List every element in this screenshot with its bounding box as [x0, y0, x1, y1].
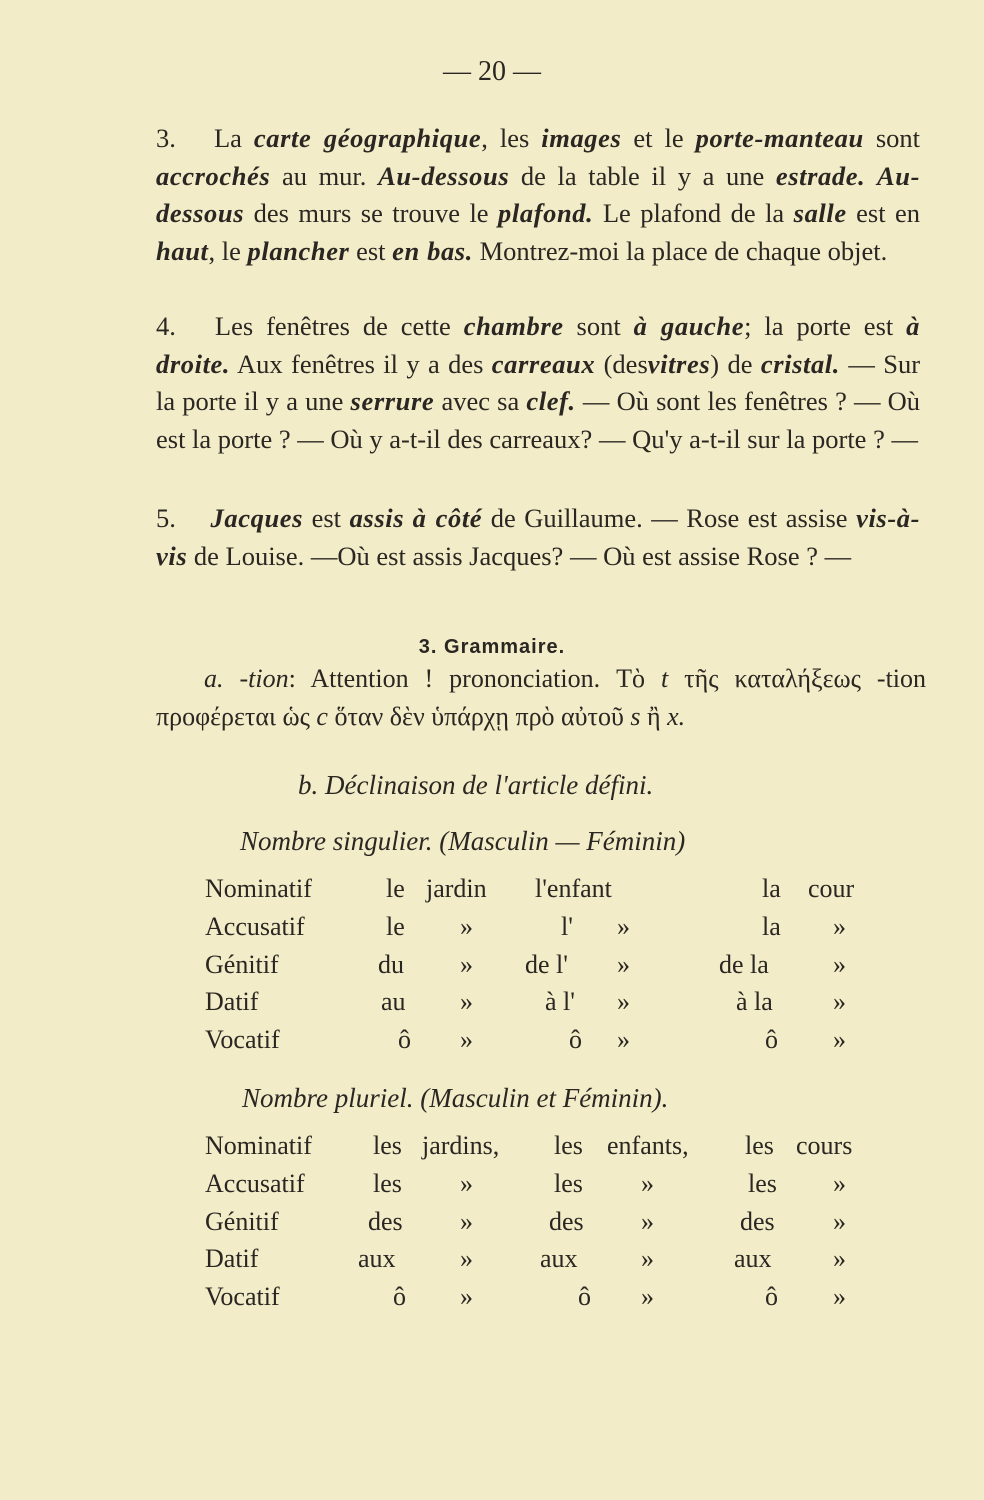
vocab-word: à côté	[412, 503, 483, 533]
case-name: Nominatif	[205, 874, 312, 903]
vocab-word: accrochés	[156, 160, 271, 191]
noun: cours	[796, 1131, 853, 1160]
ditto-mark: »	[617, 949, 630, 979]
vocab-word: chambre	[463, 311, 564, 341]
vocab-word: serrure	[350, 386, 435, 417]
article: ô	[765, 1025, 778, 1055]
paragraph-4	[156, 308, 920, 458]
text: τῆς καταλήξεως -tion προφέρεται ὡς	[156, 664, 927, 731]
noun: cour	[808, 874, 855, 903]
paragraph-number: 5.	[156, 503, 176, 533]
letter: t	[660, 664, 669, 693]
text: , les	[481, 123, 530, 153]
vocab-word: cristal.	[760, 348, 840, 379]
text: La	[213, 123, 242, 153]
case-name: Vocatif	[205, 1282, 280, 1312]
ditto-mark: »	[833, 1206, 846, 1236]
article: l'enfant	[535, 874, 612, 903]
page-number: — 20 —	[443, 56, 541, 87]
singular-table	[205, 874, 885, 1063]
singular-heading: Nombre singulier. (Masculin — Féminin)	[240, 826, 686, 856]
noun: jardins,	[422, 1131, 500, 1160]
article: des	[549, 1206, 584, 1236]
case-name: Accusatif	[205, 911, 305, 941]
plural-heading: Nombre pluriel. (Masculin et Féminin).	[242, 1083, 669, 1113]
article: ô	[393, 1282, 406, 1312]
table-row	[205, 1282, 885, 1320]
text: de Louise. —Où est assis Jacques? — Où est assise Rose ? —	[193, 540, 852, 571]
vocab-word: en bas.	[392, 235, 473, 266]
article: le	[386, 911, 405, 941]
note-tion	[156, 660, 926, 736]
paragraph-number: 3.	[156, 123, 176, 153]
text: ἢ	[646, 702, 661, 731]
ditto-mark: »	[833, 987, 846, 1017]
vocab-word: porte-manteau	[695, 123, 864, 153]
article: aux	[540, 1244, 578, 1274]
case-name: Datif	[205, 987, 259, 1017]
vocab-word: assis	[349, 503, 405, 533]
ditto-mark: »	[460, 1168, 473, 1198]
letter: s	[630, 702, 641, 731]
text: Montrez-moi la place de chaque objet.	[479, 235, 888, 266]
ditto-mark: »	[617, 911, 630, 941]
vocab-word: Au-dessous	[156, 160, 920, 229]
text: — Où sont les fenêtres ? — Où est la porte ? — Où y a-t-il des carreaux? — Qu'y a-t-il sur la porte ? —	[156, 386, 921, 454]
article: au	[381, 987, 406, 1017]
ditto-mark: »	[460, 1025, 473, 1055]
ditto-mark: »	[641, 1206, 654, 1236]
ditto-mark: »	[641, 1244, 654, 1274]
text: ὅταν δὲν ὑπάρχῃ πρὸ αὐτοῦ	[334, 702, 624, 731]
text: est	[356, 235, 386, 266]
ditto-mark: »	[833, 1168, 846, 1198]
vocab-word: plancher	[247, 235, 350, 266]
ditto-mark: »	[833, 911, 846, 941]
text: — Sur la porte il y a une	[156, 348, 921, 417]
case-name: Nominatif	[205, 1131, 312, 1160]
article: le	[386, 874, 405, 903]
vocab-word: estrade.	[775, 160, 866, 191]
table-row	[205, 1131, 885, 1169]
ditto-mark: »	[460, 1244, 473, 1274]
vocab-word: vis-à-vis	[156, 503, 921, 571]
text: Le plafond de la	[602, 198, 785, 229]
article: des	[368, 1206, 403, 1236]
ditto-mark: »	[617, 1025, 630, 1055]
text: sont	[576, 311, 621, 341]
text: ) de	[710, 348, 753, 379]
article: les	[373, 1168, 402, 1198]
text: Les fenêtres de cette	[214, 311, 451, 341]
article: la	[762, 911, 781, 941]
ditto-mark: »	[617, 987, 630, 1017]
text: sont	[875, 123, 921, 153]
text: , le	[208, 235, 241, 266]
ditto-mark: »	[833, 949, 846, 979]
vocab-word: à gauche	[633, 311, 745, 341]
vocab-word: à droite.	[156, 311, 921, 379]
article: aux	[734, 1244, 772, 1274]
text: : Attention ! prononciation. Τὸ	[288, 664, 645, 693]
article: les	[554, 1168, 583, 1198]
table-row	[205, 1207, 885, 1245]
vocab-word: carte géographique	[253, 123, 482, 153]
vocab-word: Au-dessous	[378, 160, 510, 191]
ditto-mark: »	[460, 1282, 473, 1312]
text: Aux fenêtres il y a des	[237, 348, 484, 379]
text: et le	[633, 123, 684, 153]
article: ô	[569, 1025, 582, 1055]
plural-table	[205, 1131, 885, 1320]
table-row	[205, 1025, 885, 1063]
text: des murs se trouve le	[253, 198, 489, 229]
ditto-mark: »	[641, 1282, 654, 1312]
ditto-mark: »	[460, 949, 473, 979]
ditto-mark: »	[460, 1206, 473, 1236]
vocab-word: plafond.	[498, 198, 594, 229]
ditto-mark: »	[641, 1168, 654, 1198]
text: est	[311, 503, 342, 533]
ditto-mark: »	[833, 1244, 846, 1274]
noun: enfants,	[607, 1131, 689, 1160]
paragraph-number: 4.	[156, 311, 176, 341]
article: les	[373, 1131, 402, 1160]
article: ô	[578, 1282, 591, 1312]
table-row	[205, 1169, 885, 1207]
vocab-word: salle	[793, 198, 847, 229]
ditto-mark: »	[833, 1025, 846, 1055]
text: est en	[856, 198, 921, 229]
article: de la	[719, 949, 769, 979]
text: avec sa	[441, 386, 520, 417]
ditto-mark: »	[833, 1282, 846, 1312]
paragraph-5	[156, 500, 920, 575]
note-label: a. -tion	[204, 664, 289, 693]
letter: x.	[667, 702, 686, 731]
text: de Guillaume. — Rose est assise	[490, 503, 848, 533]
article: des	[740, 1206, 775, 1236]
case-name: Accusatif	[205, 1168, 305, 1198]
text: au mur.	[281, 160, 367, 191]
table-row	[205, 987, 885, 1025]
article: les	[748, 1168, 777, 1198]
article: à l'	[545, 987, 575, 1017]
vocab-word: carreaux	[491, 348, 596, 379]
vocab-word: clef.	[526, 386, 576, 417]
article: du	[378, 949, 404, 979]
vocab-word: Jacques	[210, 503, 304, 533]
vocab-word: vitres	[647, 348, 711, 379]
case-name: Génitif	[205, 949, 279, 979]
case-name: Vocatif	[205, 1025, 280, 1055]
letter: c	[316, 702, 328, 731]
ditto-mark: »	[460, 911, 473, 941]
article: l'	[561, 911, 573, 941]
noun: jardin	[426, 874, 487, 903]
table-row	[205, 912, 885, 950]
section-b-title: b. Déclinaison de l'article défini.	[298, 770, 654, 800]
case-name: Génitif	[205, 1206, 279, 1236]
text: (des	[603, 348, 648, 379]
article: les	[745, 1131, 774, 1160]
table-row	[205, 950, 885, 988]
article: les	[554, 1131, 583, 1160]
ditto-mark: »	[460, 987, 473, 1017]
text: ; la porte est	[744, 311, 894, 341]
article: à la	[736, 987, 773, 1017]
text: de la table il y a une	[520, 160, 765, 191]
paragraph-3	[156, 120, 920, 270]
grammar-heading: 3. Grammaire.	[418, 636, 566, 658]
article: de l'	[525, 949, 568, 979]
article: aux	[358, 1244, 396, 1274]
table-row	[205, 874, 885, 912]
case-name: Datif	[205, 1244, 259, 1274]
vocab-word: haut	[156, 235, 209, 266]
article: ô	[398, 1025, 411, 1055]
article: la	[762, 874, 781, 903]
article: ô	[765, 1282, 778, 1312]
vocab-word: images	[541, 123, 622, 153]
table-row	[205, 1244, 885, 1282]
